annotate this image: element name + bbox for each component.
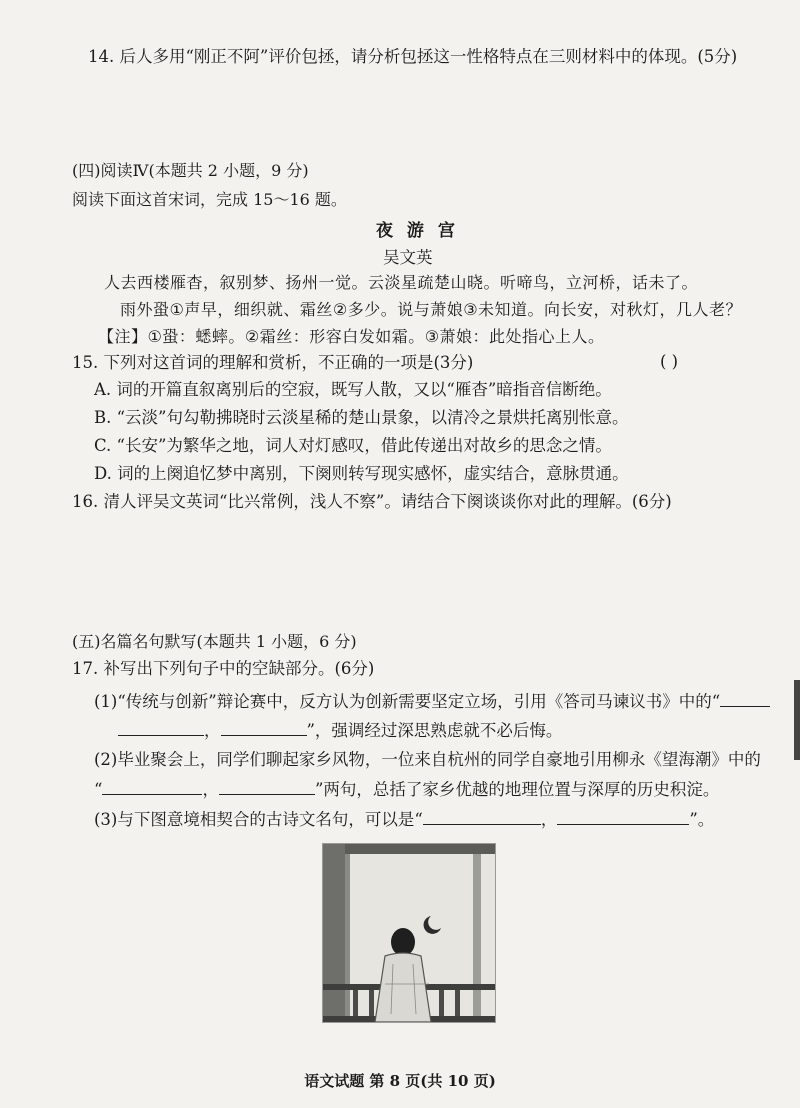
illustration-moon-railing — [322, 843, 496, 1023]
page-footer: 语文试题 第 8 页(共 10 页) — [304, 1072, 496, 1090]
poem-line-1: 人去西楼雁杳，叙别梦、扬州一觉。云淡星疏楚山晓。听啼鸟，立河桥，话未了。 — [104, 273, 699, 292]
question-17-part-1-cont — [118, 719, 562, 742]
question-17-part-3 — [94, 808, 714, 831]
part-1-text-a: (1)“传统与创新”辩论赛中，反方认为创新需要坚定立场，引用《答司马谏议书》中的“ — [94, 692, 721, 711]
question-14: 14. 后人多用“刚正不阿”评价包拯，请分析包拯这一性格特点在三则材料中的体现。(5分) — [88, 47, 738, 66]
part-3-close: ”。 — [689, 810, 715, 829]
answer-parenthesis: ( ) — [660, 352, 679, 371]
answer-blank[interactable] — [557, 808, 689, 825]
section-4-intro: 阅读下面这首宋词，完成 15～16 题。 — [72, 190, 347, 209]
question-17-part-2-cont — [94, 778, 719, 801]
answer-blank[interactable] — [720, 690, 770, 707]
question-17-part-1 — [94, 690, 770, 713]
question-15-option-a: A. 词的开篇直叙离别后的空寂，既写人散，又以“雁杳”暗指音信断绝。 — [94, 380, 612, 399]
question-17-part-2: (2)毕业聚会上，同学们聊起家乡风物，一位来自杭州的同学自豪地引用柳永《望海潮》中的 — [94, 750, 761, 769]
poem-author: 吴文英 — [383, 248, 433, 267]
part-2-text-d: ”两句，总括了家乡优越的地理位置与深厚的历史积淀。 — [314, 780, 720, 799]
answer-blank[interactable] — [102, 778, 202, 795]
poem-note: 【注】①蛩：蟋蟀。②霜丝：形容白发如霜。③萧娘：此处指心上人。 — [98, 327, 605, 346]
answer-blank[interactable] — [219, 778, 315, 795]
question-15-option-c: C. “长安”为繁华之地，词人对灯感叹，借此传递出对故乡的思念之情。 — [94, 436, 612, 455]
part-2-open-quote: “ — [94, 780, 103, 799]
part-1-text-c: ”，强调经过深思熟虑就不必后悔。 — [306, 721, 563, 740]
question-17-stem: 17. 补写出下列句子中的空缺部分。(6分) — [72, 659, 375, 678]
question-15-stem: 15. 下列对这首词的理解和赏析，不正确的一项是(3分) — [72, 353, 474, 372]
section-5-header: (五)名篇名句默写(本题共 1 小题，6 分) — [72, 632, 357, 651]
question-15-option-b: B. “云淡”句勾勒拂晓时云淡星稀的楚山景象，以清冷之景烘托离别怅意。 — [94, 408, 629, 427]
section-4-header: (四)阅读Ⅳ(本题共 2 小题，9 分) — [72, 161, 309, 180]
question-15-option-d: D. 词的上阕追忆梦中离别，下阕则转写现实感怀，虚实结合，意脉贯通。 — [94, 464, 629, 483]
poem-line-2: 雨外蛩①声早，细织就、霜丝②多少。说与萧娘③未知道。向长安，对秋灯，几人老？ — [120, 300, 743, 319]
answer-blank[interactable] — [221, 719, 307, 736]
question-16: 16. 清人评吴文英词“比兴常例，浅人不察”。请结合下阕谈谈你对此的理解。(6分) — [72, 492, 672, 511]
part-2-comma: ， — [202, 780, 219, 799]
answer-blank[interactable] — [423, 808, 541, 825]
illustration-svg — [323, 844, 495, 1022]
answer-blank[interactable] — [118, 719, 204, 736]
part-3-comma: ， — [540, 810, 558, 829]
part-3-text-a: (3)与下图意境相契合的古诗文名句，可以是“ — [94, 810, 423, 829]
binding-edge — [794, 680, 800, 760]
poem-title: 夜 游 宫 — [376, 221, 459, 241]
part-1-comma: ， — [204, 721, 221, 740]
